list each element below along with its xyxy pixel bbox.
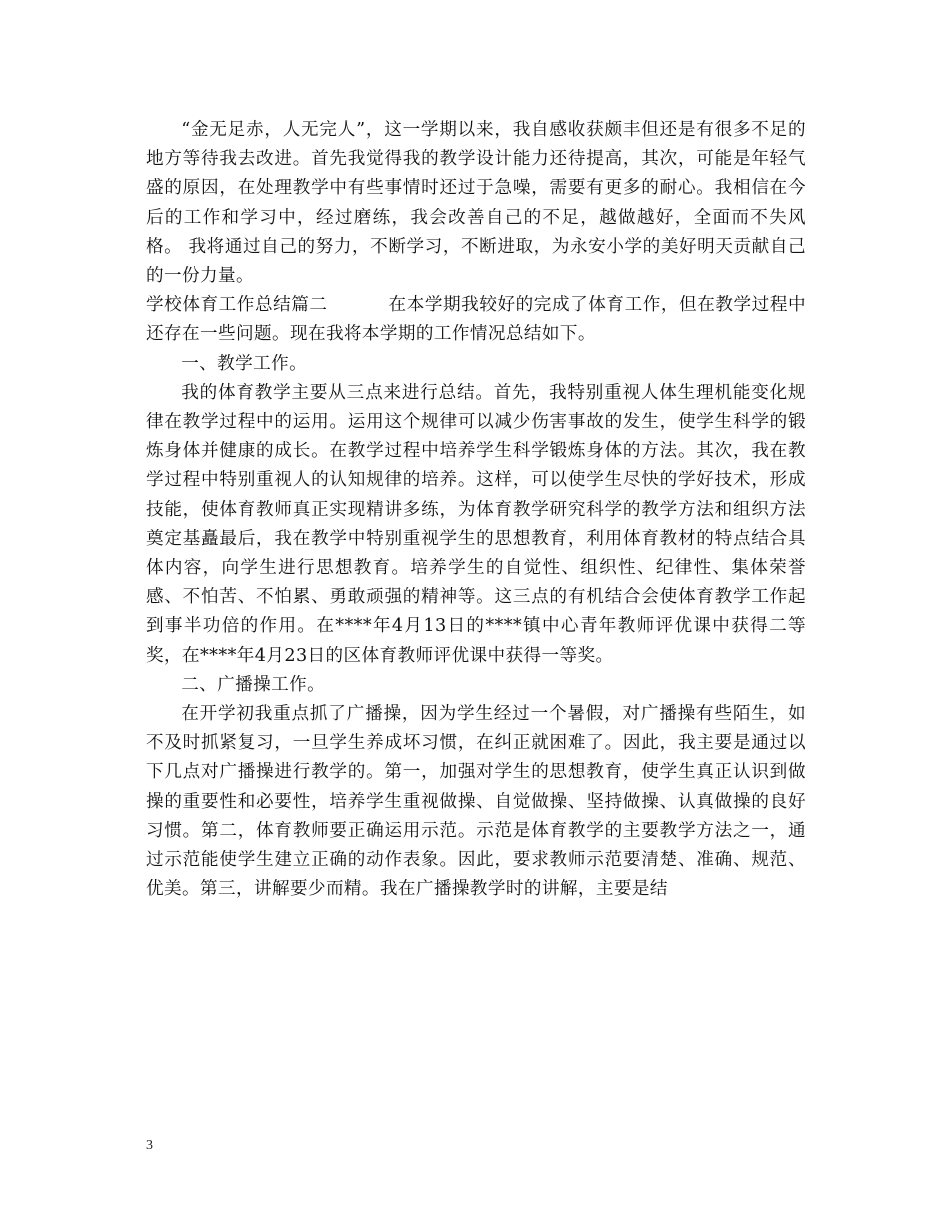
closing-paragraph: “金无足赤，人无完人”，这一学期以来，我自感收获颇丰但还是有很多不足的地方等待我去改进。首先我觉得我的教学设计能力还待提高，其次，可能是年轻气盛的原因，在处理教学中有些事情时还过于急噪，需要有更多的耐心。我相信在今后的工作和学习中，经过磨练，我会改善自己的不足，越做越好，全面而不失风格。 我将通过自己的努力，不断学习，不断进取，为永安小学的美好明天贡献自己的一份力量。 — [146, 120, 806, 287]
section-intro-text: 在本学期我较好的完成了体育工作，但在教学过程中还存在一些问题。现在我将本学期的工作情况总结如下。 — [146, 295, 806, 345]
heading-teaching-work: 一、教学工作。 — [181, 353, 308, 374]
page-number: 3 — [146, 1138, 153, 1153]
exercise-paragraph: 在开学初我重点抓了广播操，因为学生经过一个暑假，对广播操有些陌生，如不及时抓紧复习，一旦学生养成坏习惯，在纠正就困难了。因此，我主要是通过以下几点对广播操进行教学的。第一，加强对学生的思想教育，使学生真正认识到做操的重要性和必要性，培养学生重视做操、自觉做操、坚持做操、认真做操的良好习惯。第二，体育教师要正确运用示范。示范是体育教学的主要教学方法之一，通过示范能使学生建立正确的动作表象。因此，要求教师示范要清楚、准确、规范、优美。第三，讲解要少而精。我在广播操教学时的讲解，主要是结 — [146, 704, 806, 900]
section-title: 学校体育工作总结篇二 — [146, 295, 328, 316]
section-intro-paragraph — [146, 291, 806, 349]
teaching-paragraph: 我的体育教学主要从三点来进行总结。首先，我特别重视人体生理机能变化规律在教学过程中的运用。运用这个规律可以减少伤害事故的发生，使学生科学的锻炼身体并健康的成长。在教学过程中培养学生科学锻炼身体的方法。其次，我在教学过程中特别重视人的认知规律的培养。这样，可以使学生尽快的学好技术，形成技能，使体育教师真正实现精讲多练，为体育教学研究科学的教学方法和组织方法奠定基矗最后，我在教学中特别重视学生的思想教育，利用体育教材的特点结合具体内容，向学生进行思想教育。培养学生的自觉性、组织性、纪律性、集体荣誉感、不怕苦、不怕累、勇敢顽强的精神等。这三点的有机结合会使体育教学工作起到事半功倍的作用。在****年4月13日的****镇中心青年教师评优课中获得二等奖，在****年4月23日的区体育教师评优课中获得一等奖。 — [146, 382, 806, 666]
document-body — [146, 116, 806, 904]
heading-broadcast-exercise: 二、广播操工作。 — [181, 674, 326, 695]
